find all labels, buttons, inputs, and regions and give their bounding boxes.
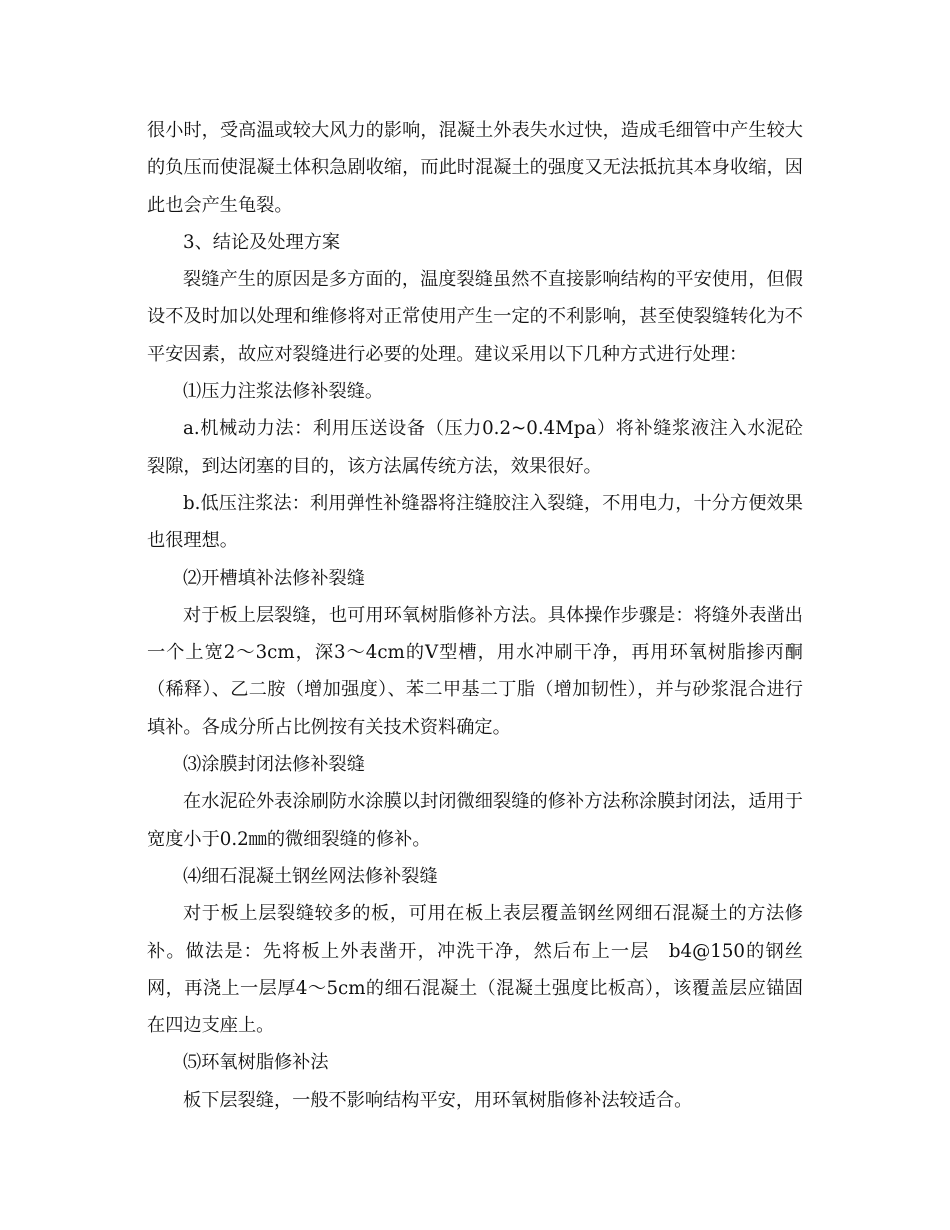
paragraph-film-sealing: 在水泥砼外表涂刷防水涂膜以封闭微细裂缝的修补方法称涂膜封闭法，适用于宽度小于0.2㎜的微细裂缝的修补。: [147, 791, 803, 850]
subheading-groove-filling: ⑵开槽填补法修补裂缝: [183, 567, 365, 589]
paragraph-continuation: 很小时，受高温或较大风力的影响，混凝土外表失水过快，造成毛细管中产生较大的负压而使混凝土体积急剧收缩，而此时混凝土的强度又无法抵抗其本身收缩，因此也会产生龟裂。: [147, 120, 803, 216]
paragraph-low-pressure-method: b.低压注浆法：利用弹性补缝器将注缝胶注入裂缝，不用电力，十分方便效果也很理想。: [147, 492, 803, 552]
subheading-epoxy-repair: ⑸环氧树脂修补法: [183, 1052, 329, 1074]
paragraph-wire-mesh: 对于板上层裂缝较多的板，可用在板上表层覆盖钢丝网细石混凝土的方法修补。做法是：先将板上外表凿开，冲洗干净，然后布上一层 b4@150的钢丝网，再浇上一层厚4～5cm的细石混凝土（混凝土强度比板高），该覆盖层应锚固在四边支座上。: [147, 903, 803, 1037]
document-page: [147, 112, 803, 1119]
paragraph-epoxy-repair: 板下层裂缝，一般不影响结构平安，用环氧树脂修补法较适合。: [183, 1089, 693, 1111]
subheading-wire-mesh: ⑷细石混凝土钢丝网法修补裂缝: [183, 865, 438, 887]
paragraph-crack-causes: 裂缝产生的原因是多方面的，温度裂缝虽然不直接影响结构的平安使用，但假设不及时加以处理和维修将对正常使用产生一定的不利影响，甚至使裂缝转化为不平安因素，故应对裂缝进行必要的处理。建议采用以下几种方式进行处理：: [147, 269, 803, 365]
subheading-pressure-grouting: ⑴压力注浆法修补裂缝。: [183, 381, 384, 403]
paragraph-mechanical-method: a.机械动力法：利用压送设备（压力0.2~0.4Mpa）将补缝浆液注入水泥砼裂隙，到达闭塞的目的，该方法属传统方法，效果很好。: [147, 418, 803, 477]
subheading-film-sealing: ⑶涂膜封闭法修补裂缝: [183, 754, 365, 776]
section-heading-conclusion: 3、结论及处理方案: [183, 231, 341, 253]
paragraph-groove-filling: 对于板上层裂缝，也可用环氧树脂修补方法。具体操作步骤是：将缝外表凿出一个上宽2～3cm，深3～4cm的V型槽，用水冲刷干净，再用环氧树脂掺丙酮（稀释）、乙二胺（增加强度）、苯二甲基二丁脂（增加韧性），并与砂浆混合进行填补。各成分所占比例按有关技术资料确定。: [147, 604, 803, 738]
